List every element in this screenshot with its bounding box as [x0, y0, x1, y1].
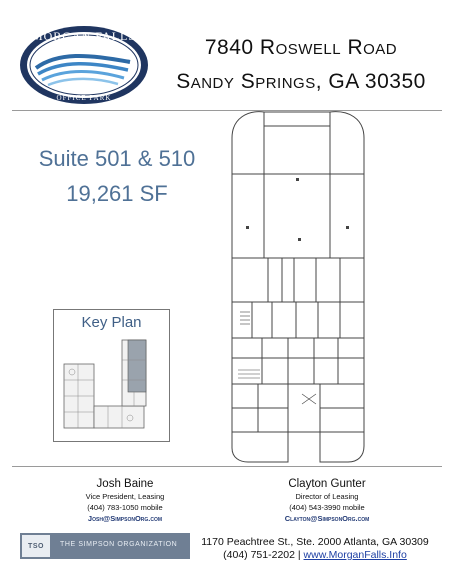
- contact-role: Director of Leasing: [295, 492, 359, 501]
- floor-plan-drawing: [218, 108, 378, 464]
- contact-name: Josh Baine: [96, 478, 154, 490]
- suite-title: Suite 501 & 510: [38, 146, 196, 171]
- simpson-organization-logo: [20, 533, 190, 559]
- logo-top-text: MORGAN FALLS: [31, 29, 137, 43]
- footer-divider: [12, 466, 442, 467]
- footer-phone: (404) 751-2202 |: [223, 549, 301, 561]
- contact-email-link[interactable]: Josh@SimpsonOrg.com: [87, 514, 163, 523]
- logo-graphic: [18, 24, 150, 106]
- contact-email-link[interactable]: Clayton@SimpsonOrg.com: [284, 514, 370, 523]
- floor-plan: [218, 108, 378, 469]
- contact-name: Clayton Gunter: [288, 478, 366, 490]
- org-name: THE SIMPSON ORGANIZATION: [60, 541, 178, 548]
- key-plan-title: Key Plan: [81, 314, 142, 331]
- footer-contact-line: [195, 549, 435, 561]
- key-plan-drawing: [58, 336, 165, 436]
- contact-clayton-gunter: [247, 478, 407, 523]
- footer-address: 1170 Peachtree St., Ste. 2000 Atlanta, GA 30309: [201, 536, 429, 548]
- key-plan-box: [53, 309, 170, 442]
- address-line-2: Sandy Springs, GA 30350: [176, 70, 426, 93]
- morgan-falls-logo: [18, 24, 150, 106]
- tso-badge: TSO: [22, 535, 50, 557]
- suite-area: 19,261 SF: [66, 181, 168, 206]
- contact-role: Vice President, Leasing: [85, 492, 165, 501]
- contact-phone: (404) 543-3990 mobile: [289, 503, 365, 512]
- address-line-1: 7840 Roswell Road: [204, 36, 398, 59]
- logo-bottom-text: OFFICE PARK: [56, 94, 112, 102]
- website-link[interactable]: www.MorganFalls.Info: [303, 549, 407, 561]
- contact-phone: (404) 783-1050 mobile: [87, 503, 163, 512]
- contact-josh-baine: [45, 478, 205, 523]
